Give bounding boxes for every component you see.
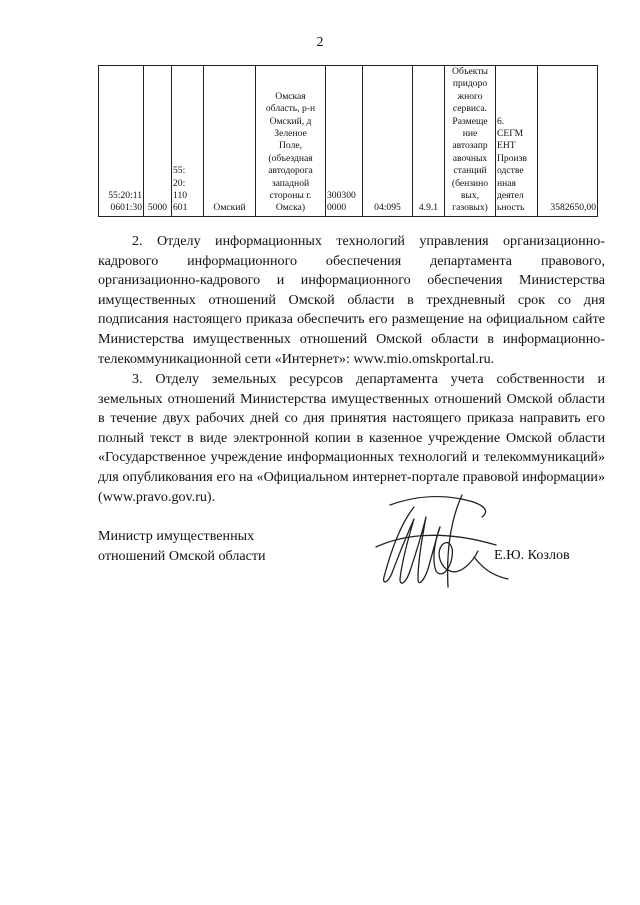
- use-code-cell: 4.9.1: [413, 66, 445, 217]
- segment-cell: 6. СЕГМ ЕНТ Произв одстве нная деятел ьность: [496, 66, 538, 217]
- code-cell: 300300 0000: [326, 66, 363, 217]
- district-cell: Омский: [204, 66, 256, 217]
- paragraph-3: [98, 370, 605, 507]
- cadastral-value-cell: 3582650,00: [538, 66, 598, 217]
- signatory-title-line-1: Министр имущественных: [98, 528, 255, 544]
- signatory-name: Е.Ю. Козлов: [494, 547, 570, 563]
- paragraph-3-text: 3. Отделу земельных ресурсов департамента учета собственности и земельных отношений Министерства имущественных отношений Омской области в течение двух рабочих дней со дня принятия настоящего приказа направить его полный текст в виде электронной копии в казенное учреждение Омской области «Государственное учреждение информационных технологий и телекоммуникаций» для опубликования его на «Официальном интернет-портале правовой информации» (www.pravo.gov.ru).: [98, 371, 605, 505]
- paragraph-2-text: 2. Отделу информационных технологий управления организационно-кадрового информационного обеспечения департамента правового, организационно-кадрового и информационного обеспечения Министерства имущественных отношений Омской области в трехдневный срок со дня подписания настоящего приказа обеспечить его размещение на официальном сайте Министерства имущественных отношений Омской области в информационно-телекоммуникационной сети «Интернет»: www.mio.omskportal.ru.: [98, 233, 605, 367]
- handwritten-signature: [362, 487, 512, 597]
- signatory-title: [98, 527, 266, 566]
- signatory-title-line-2: отношений Омской области: [98, 547, 266, 564]
- page-number: 2: [316, 35, 324, 50]
- zone-code-cell: 04:095: [363, 66, 413, 217]
- area-cell: 5000: [144, 66, 172, 217]
- permitted-use-cell: Объекты придоро жного сервиса. Размеще ние автозапр авочных станций (бензино вых, газовых): [445, 66, 496, 217]
- table-row: [99, 66, 598, 217]
- paragraph-2: [98, 232, 605, 369]
- cadastral-number-cell: 55:20:11 0601:30: [99, 66, 144, 217]
- location-cell: Омская область, р-н Омский, д Зеленое Поле, (объездная автодорога западной стороны г. Омска): [256, 66, 326, 217]
- cadastral-quarter-cell: 55: 20: 110 601: [172, 66, 204, 217]
- land-plot-table: [98, 65, 598, 217]
